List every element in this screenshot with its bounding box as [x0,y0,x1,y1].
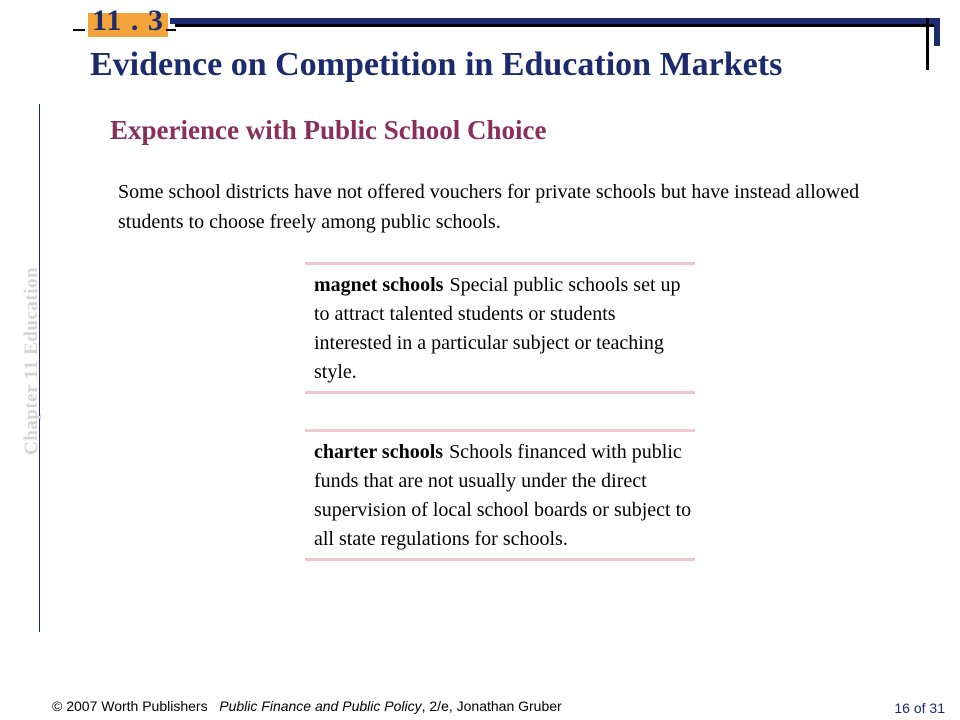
definition-term: magnet schools [314,274,444,296]
footer-credit [52,698,562,714]
definition-text [305,432,695,558]
footer-copyright: © 2007 Worth Publishers [52,698,208,714]
definition-box-magnet-schools [305,262,695,394]
definition-body: Special public schools set up to attract talented students or students interested in a particular subject or teaching style. [314,274,681,383]
section-dash-left [73,29,85,31]
slide-title: Evidence on Competition in Education Markets [90,46,783,83]
definition-bottom-rule [305,391,695,394]
footer-book-title: Public Finance and Public Policy [219,698,422,714]
slide-subtitle: Experience with Public School Choice [110,115,547,145]
definition-bottom-rule [305,558,695,561]
section-number: 11 . 3 [92,4,164,37]
right-decorative-stem-accent [934,18,940,46]
top-bar-shadow [175,24,937,27]
footer-edition-author: , 2/e, Jonathan Gruber [421,698,562,714]
page-number: 16 of 31 [894,700,945,716]
definition-box-charter-schools [305,429,695,561]
intro-paragraph: Some school districts have not offered vouchers for private schools but have instead allowed students to choose freely among public schools. [118,181,860,233]
definition-text [305,265,695,391]
definition-term: charter schools [314,441,444,463]
right-decorative-stem [926,18,929,70]
definition-body: Schools financed with public funds that are not usually under the direct supervision of local school boards or subject to all state regulations for schools. [314,441,692,550]
chapter-label: Chapter 11 Education [21,266,42,455]
section-dash-right [166,29,176,31]
